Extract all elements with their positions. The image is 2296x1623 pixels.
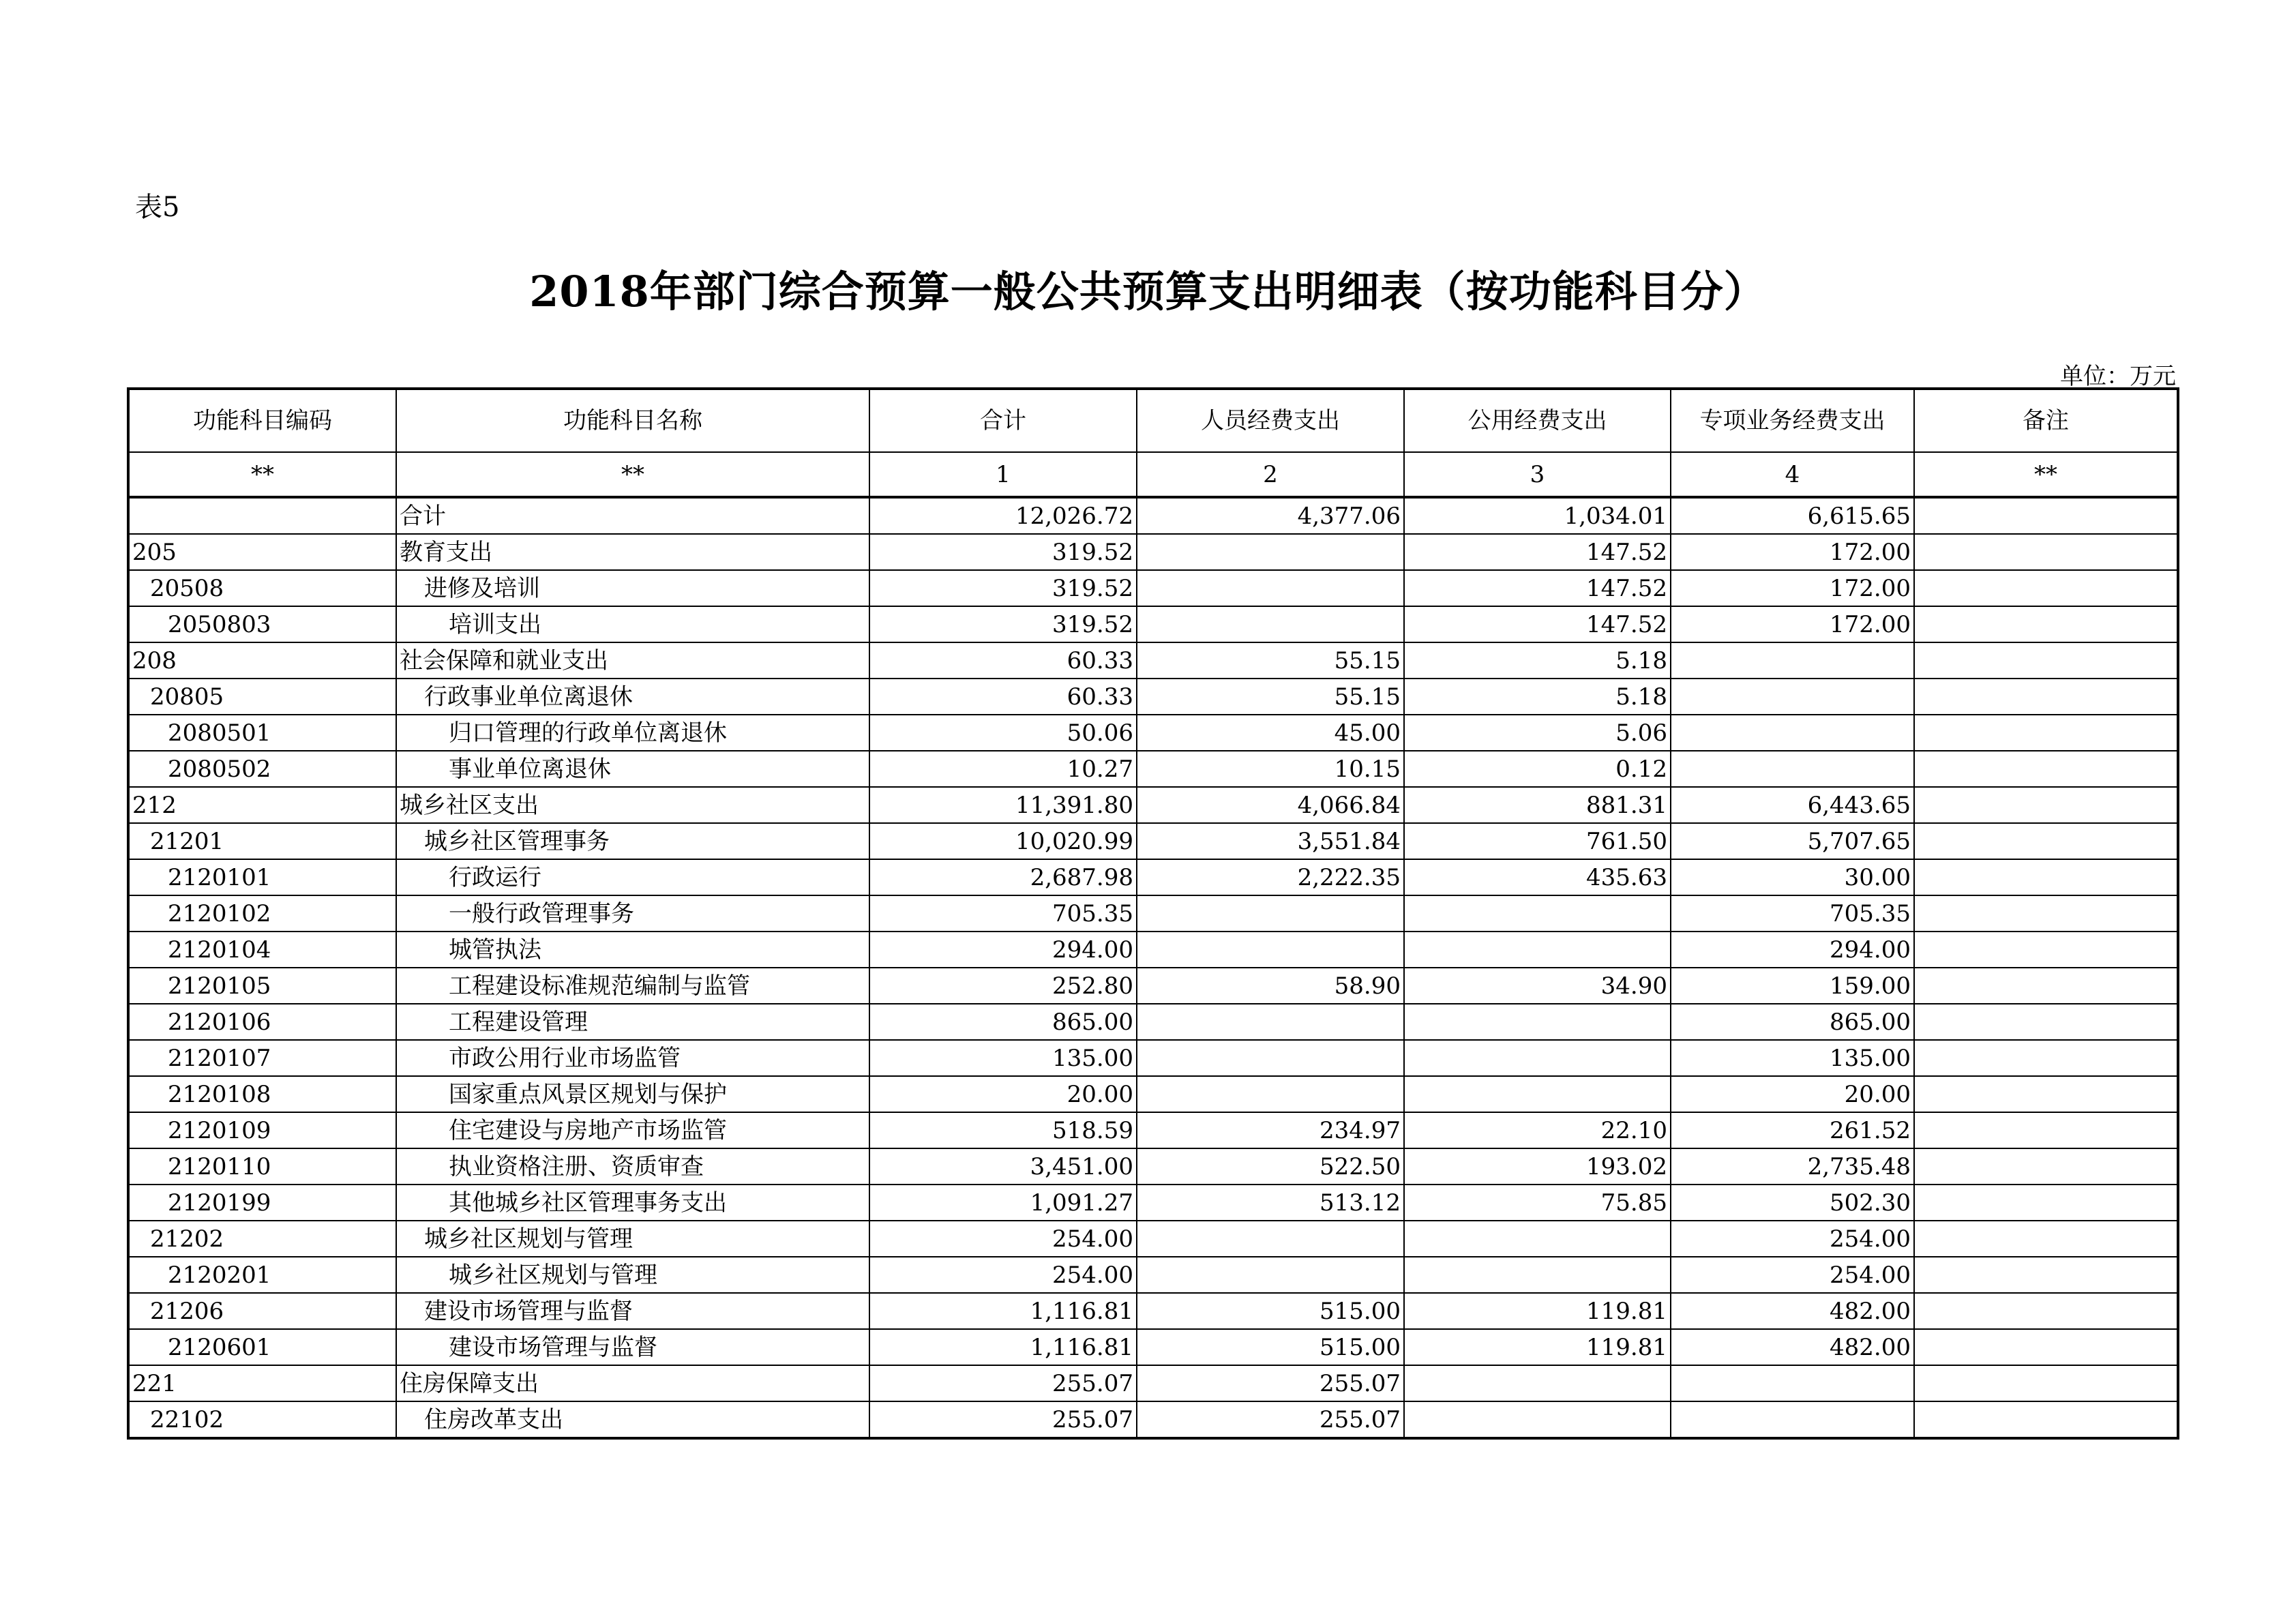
name-cell: 工程建设标准规范编制与监管: [396, 968, 869, 1004]
code-cell: 2120107: [128, 1040, 396, 1076]
personnel-cell: 55.15: [1137, 679, 1404, 715]
total-cell: 10.27: [869, 751, 1137, 787]
table-row: [128, 1004, 2178, 1040]
special-cell: 20.00: [1671, 1076, 1914, 1112]
table-row: [128, 534, 2178, 570]
marker-cell: **: [396, 452, 869, 497]
total-cell: 3,451.00: [869, 1148, 1137, 1185]
note-cell: [1914, 823, 2178, 859]
table-row: [128, 895, 2178, 932]
table-row: [128, 1365, 2178, 1401]
special-cell: 254.00: [1671, 1257, 1914, 1293]
note-cell: [1914, 1329, 2178, 1365]
public-cell: [1404, 1076, 1671, 1112]
personnel-cell: 3,551.84: [1137, 823, 1404, 859]
special-cell: 482.00: [1671, 1329, 1914, 1365]
special-cell: 135.00: [1671, 1040, 1914, 1076]
code-cell: [128, 497, 396, 534]
total-cell: 294.00: [869, 932, 1137, 968]
total-cell: 60.33: [869, 642, 1137, 679]
total-cell: 60.33: [869, 679, 1137, 715]
code-cell: 21202: [128, 1221, 396, 1257]
code-cell: 2120108: [128, 1076, 396, 1112]
name-cell: 城乡社区管理事务: [396, 823, 869, 859]
special-cell: 172.00: [1671, 606, 1914, 642]
name-cell: 住房改革支出: [396, 1401, 869, 1438]
table-row: [128, 823, 2178, 859]
marker-cell: 4: [1671, 452, 1914, 497]
name-cell: 合计: [396, 497, 869, 534]
note-cell: [1914, 1148, 2178, 1185]
public-cell: [1404, 1401, 1671, 1438]
special-cell: 6,443.65: [1671, 787, 1914, 823]
note-cell: [1914, 895, 2178, 932]
name-cell: 建设市场管理与监督: [396, 1329, 869, 1365]
total-cell: 1,116.81: [869, 1293, 1137, 1329]
name-cell: 住房保障支出: [396, 1365, 869, 1401]
note-cell: [1914, 642, 2178, 679]
public-cell: [1404, 1004, 1671, 1040]
personnel-cell: 4,377.06: [1137, 497, 1404, 534]
table-row: [128, 1112, 2178, 1148]
table-row: [128, 787, 2178, 823]
code-cell: 2120106: [128, 1004, 396, 1040]
code-cell: 2080501: [128, 715, 396, 751]
unit-label: 单位：万元: [2060, 363, 2176, 390]
public-cell: 435.63: [1404, 859, 1671, 895]
code-cell: 212: [128, 787, 396, 823]
code-cell: 20508: [128, 570, 396, 606]
table-row: [128, 751, 2178, 787]
personnel-cell: 55.15: [1137, 642, 1404, 679]
name-cell: 城管执法: [396, 932, 869, 968]
note-cell: [1914, 751, 2178, 787]
total-cell: 865.00: [869, 1004, 1137, 1040]
total-cell: 11,391.80: [869, 787, 1137, 823]
note-cell: [1914, 606, 2178, 642]
name-cell: 建设市场管理与监督: [396, 1293, 869, 1329]
personnel-cell: [1137, 1040, 1404, 1076]
personnel-cell: [1137, 895, 1404, 932]
note-cell: [1914, 1076, 2178, 1112]
table-row: [128, 679, 2178, 715]
special-cell: 294.00: [1671, 932, 1914, 968]
table-row: [128, 1293, 2178, 1329]
table-row: [128, 932, 2178, 968]
total-cell: 518.59: [869, 1112, 1137, 1148]
note-cell: [1914, 932, 2178, 968]
name-cell: 市政公用行业市场监管: [396, 1040, 869, 1076]
marker-cell: 1: [869, 452, 1137, 497]
name-cell: 工程建设管理: [396, 1004, 869, 1040]
public-cell: 147.52: [1404, 570, 1671, 606]
name-cell: 城乡社区支出: [396, 787, 869, 823]
table-row: [128, 1076, 2178, 1112]
note-cell: [1914, 497, 2178, 534]
code-cell: 2080502: [128, 751, 396, 787]
public-cell: 34.90: [1404, 968, 1671, 1004]
note-cell: [1914, 1040, 2178, 1076]
table-row: [128, 1040, 2178, 1076]
header-code: 功能科目编码: [128, 389, 396, 452]
personnel-cell: [1137, 534, 1404, 570]
public-cell: [1404, 1257, 1671, 1293]
special-cell: 261.52: [1671, 1112, 1914, 1148]
code-cell: 2120110: [128, 1148, 396, 1185]
public-cell: 5.18: [1404, 642, 1671, 679]
total-cell: 255.07: [869, 1401, 1137, 1438]
public-cell: 761.50: [1404, 823, 1671, 859]
table-row: [128, 1329, 2178, 1365]
total-cell: 2,687.98: [869, 859, 1137, 895]
name-cell: 国家重点风景区规划与保护: [396, 1076, 869, 1112]
special-cell: 482.00: [1671, 1293, 1914, 1329]
note-cell: [1914, 787, 2178, 823]
special-cell: 865.00: [1671, 1004, 1914, 1040]
note-cell: [1914, 570, 2178, 606]
name-cell: 进修及培训: [396, 570, 869, 606]
special-cell: [1671, 679, 1914, 715]
table-row: [128, 1221, 2178, 1257]
personnel-cell: 522.50: [1137, 1148, 1404, 1185]
public-cell: 147.52: [1404, 534, 1671, 570]
code-cell: 22102: [128, 1401, 396, 1438]
total-cell: 254.00: [869, 1221, 1137, 1257]
public-cell: 22.10: [1404, 1112, 1671, 1148]
note-cell: [1914, 1257, 2178, 1293]
public-cell: [1404, 1365, 1671, 1401]
marker-row: [128, 452, 2178, 497]
personnel-cell: [1137, 1004, 1404, 1040]
personnel-cell: [1137, 932, 1404, 968]
special-cell: 30.00: [1671, 859, 1914, 895]
total-cell: 705.35: [869, 895, 1137, 932]
public-cell: 193.02: [1404, 1148, 1671, 1185]
special-cell: 2,735.48: [1671, 1148, 1914, 1185]
header-name: 功能科目名称: [396, 389, 869, 452]
total-cell: 12,026.72: [869, 497, 1137, 534]
personnel-cell: 45.00: [1137, 715, 1404, 751]
personnel-cell: 58.90: [1137, 968, 1404, 1004]
special-cell: 172.00: [1671, 570, 1914, 606]
budget-table: [127, 387, 2179, 1440]
note-cell: [1914, 679, 2178, 715]
header-special: 专项业务经费支出: [1671, 389, 1914, 452]
public-cell: [1404, 932, 1671, 968]
header-note: 备注: [1914, 389, 2178, 452]
note-cell: [1914, 1185, 2178, 1221]
note-cell: [1914, 1293, 2178, 1329]
special-cell: 6,615.65: [1671, 497, 1914, 534]
total-cell: 1,091.27: [869, 1185, 1137, 1221]
special-cell: 5,707.65: [1671, 823, 1914, 859]
personnel-cell: [1137, 1257, 1404, 1293]
table-row: [128, 642, 2178, 679]
public-cell: 119.81: [1404, 1329, 1671, 1365]
table-row: [128, 968, 2178, 1004]
name-cell: 培训支出: [396, 606, 869, 642]
table-row: [128, 1257, 2178, 1293]
note-cell: [1914, 715, 2178, 751]
code-cell: 21206: [128, 1293, 396, 1329]
total-cell: 319.52: [869, 570, 1137, 606]
special-cell: [1671, 642, 1914, 679]
code-cell: 2120201: [128, 1257, 396, 1293]
code-cell: 2120102: [128, 895, 396, 932]
total-cell: 255.07: [869, 1365, 1137, 1401]
total-cell: 50.06: [869, 715, 1137, 751]
marker-cell: **: [128, 452, 396, 497]
table-row: [128, 1401, 2178, 1438]
name-cell: 住宅建设与房地产市场监管: [396, 1112, 869, 1148]
table-row: [128, 1148, 2178, 1185]
name-cell: 城乡社区规划与管理: [396, 1221, 869, 1257]
personnel-cell: 10.15: [1137, 751, 1404, 787]
personnel-cell: [1137, 570, 1404, 606]
special-cell: 254.00: [1671, 1221, 1914, 1257]
marker-cell: 3: [1404, 452, 1671, 497]
special-cell: 172.00: [1671, 534, 1914, 570]
public-cell: 0.12: [1404, 751, 1671, 787]
code-cell: 2120104: [128, 932, 396, 968]
total-cell: 10,020.99: [869, 823, 1137, 859]
code-cell: 205: [128, 534, 396, 570]
public-cell: 147.52: [1404, 606, 1671, 642]
code-cell: 208: [128, 642, 396, 679]
code-cell: 20805: [128, 679, 396, 715]
personnel-cell: [1137, 1076, 1404, 1112]
code-cell: 2120601: [128, 1329, 396, 1365]
special-cell: 159.00: [1671, 968, 1914, 1004]
note-cell: [1914, 1004, 2178, 1040]
total-cell: 1,116.81: [869, 1329, 1137, 1365]
public-cell: 1,034.01: [1404, 497, 1671, 534]
table-row: [128, 606, 2178, 642]
marker-cell: 2: [1137, 452, 1404, 497]
personnel-cell: 2,222.35: [1137, 859, 1404, 895]
table-body: [128, 497, 2178, 1438]
name-cell: 行政运行: [396, 859, 869, 895]
code-cell: 2120199: [128, 1185, 396, 1221]
public-cell: [1404, 1040, 1671, 1076]
note-cell: [1914, 534, 2178, 570]
table-row: [128, 859, 2178, 895]
personnel-cell: 255.07: [1137, 1401, 1404, 1438]
public-cell: 119.81: [1404, 1293, 1671, 1329]
header-total: 合计: [869, 389, 1137, 452]
public-cell: [1404, 895, 1671, 932]
table-row: [128, 1185, 2178, 1221]
special-cell: [1671, 715, 1914, 751]
name-cell: 执业资格注册、资质审查: [396, 1148, 869, 1185]
public-cell: 881.31: [1404, 787, 1671, 823]
public-cell: [1404, 1221, 1671, 1257]
code-cell: 2120105: [128, 968, 396, 1004]
table-row: [128, 570, 2178, 606]
table-row: [128, 715, 2178, 751]
name-cell: 城乡社区规划与管理: [396, 1257, 869, 1293]
code-cell: 221: [128, 1365, 396, 1401]
note-cell: [1914, 968, 2178, 1004]
special-cell: 705.35: [1671, 895, 1914, 932]
name-cell: 事业单位离退休: [396, 751, 869, 787]
table-label: 表5: [135, 192, 180, 223]
special-cell: 502.30: [1671, 1185, 1914, 1221]
public-cell: 5.18: [1404, 679, 1671, 715]
total-cell: 319.52: [869, 606, 1137, 642]
personnel-cell: 515.00: [1137, 1329, 1404, 1365]
marker-cell: **: [1914, 452, 2178, 497]
personnel-cell: 515.00: [1137, 1293, 1404, 1329]
total-cell: 319.52: [869, 534, 1137, 570]
name-cell: 其他城乡社区管理事务支出: [396, 1185, 869, 1221]
personnel-cell: [1137, 1221, 1404, 1257]
note-cell: [1914, 1112, 2178, 1148]
personnel-cell: 4,066.84: [1137, 787, 1404, 823]
header-public: 公用经费支出: [1404, 389, 1671, 452]
code-cell: 21201: [128, 823, 396, 859]
page-title: 2018年部门综合预算一般公共预算支出明细表（按功能科目分）: [529, 267, 1767, 316]
code-cell: 2120101: [128, 859, 396, 895]
note-cell: [1914, 1401, 2178, 1438]
total-cell: 254.00: [869, 1257, 1137, 1293]
personnel-cell: 255.07: [1137, 1365, 1404, 1401]
name-cell: 教育支出: [396, 534, 869, 570]
code-cell: 2050803: [128, 606, 396, 642]
code-cell: 2120109: [128, 1112, 396, 1148]
public-cell: 5.06: [1404, 715, 1671, 751]
special-cell: [1671, 1365, 1914, 1401]
header-row: [128, 389, 2178, 452]
personnel-cell: [1137, 606, 1404, 642]
note-cell: [1914, 1221, 2178, 1257]
public-cell: 75.85: [1404, 1185, 1671, 1221]
name-cell: 社会保障和就业支出: [396, 642, 869, 679]
total-cell: 252.80: [869, 968, 1137, 1004]
note-cell: [1914, 1365, 2178, 1401]
name-cell: 一般行政管理事务: [396, 895, 869, 932]
personnel-cell: 513.12: [1137, 1185, 1404, 1221]
name-cell: 归口管理的行政单位离退休: [396, 715, 869, 751]
total-cell: 20.00: [869, 1076, 1137, 1112]
personnel-cell: 234.97: [1137, 1112, 1404, 1148]
note-cell: [1914, 859, 2178, 895]
special-cell: [1671, 1401, 1914, 1438]
total-cell: 135.00: [869, 1040, 1137, 1076]
name-cell: 行政事业单位离退休: [396, 679, 869, 715]
table-row: [128, 497, 2178, 534]
header-personnel: 人员经费支出: [1137, 389, 1404, 452]
special-cell: [1671, 751, 1914, 787]
